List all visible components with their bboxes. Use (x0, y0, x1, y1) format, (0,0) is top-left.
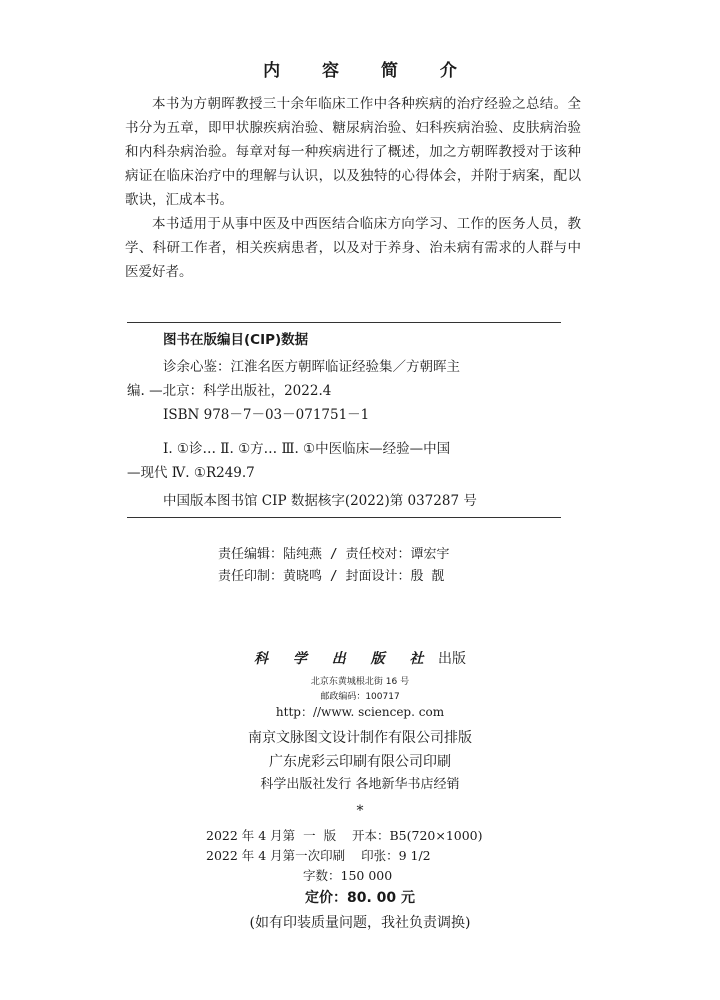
wordcount-line: 字数：150 000 (303, 868, 393, 883)
price: 定价：80. 00 元 (304, 890, 416, 906)
synopsis-paragraph-2: 本书适用于从事中医及中西医结合临床方向学习、工作的医务人员，教学、科研工作者，相关疾病患者，以及对于养身、治未病有需求的人群与中医爱好者。 (125, 216, 581, 280)
cip-record-number: 中国版本图书馆 CIP 数据核字(2022)第 037287 号 (163, 493, 477, 509)
cip-block (127, 322, 561, 518)
publisher-postcode: 邮政编码：100717 (320, 692, 400, 702)
page-title: 内 容 简 介 (263, 61, 475, 81)
cip-line-classification: —现代 Ⅳ. ①R249.7 (127, 465, 255, 481)
cip-heading: 图书在版编目(CIP)数据 (163, 332, 309, 348)
distributor: 科学出版社发行 各地新华书店经销 (260, 777, 460, 792)
cip-line-imprint: 编. —北京：科学出版社，2022.4 (127, 383, 332, 399)
cip-top-rule (127, 322, 561, 323)
credits-line-1: 责任编辑：陆纯燕 / 责任校对：谭宏宇 (218, 547, 450, 562)
printer: 广东虎彩云印刷有限公司印刷 (269, 754, 451, 770)
typesetter: 南京文脉图文设计制作有限公司排版 (248, 730, 472, 746)
editorial-credits (0, 544, 720, 588)
separator-asterisk: * (356, 803, 364, 819)
cip-line-subjects: Ⅰ. ①诊… Ⅱ. ①方… Ⅲ. ①中医临床—经验—中国 (163, 441, 451, 457)
publisher-logo-text: 科 学 出 版 社 (254, 651, 434, 667)
publisher-url[interactable]: http：//www. sciencep. com (275, 705, 445, 719)
credits-line-2: 责任印制：黄晓鸣 / 封面设计：殷 靓 (218, 569, 445, 584)
edition-line: 2022 年 4 月第 一 版 开本：B5(720×1000) (206, 828, 483, 843)
publisher-address: 北京东黄城根北街 16 号 (310, 677, 410, 687)
cip-line-isbn: ISBN 978－7－03－071751－1 (163, 407, 370, 423)
publisher-line (0, 648, 720, 668)
cip-bottom-rule (127, 517, 561, 518)
synopsis (125, 92, 581, 284)
cip-line-title: 诊余心鉴：江淮名医方朝晖临证经验集／方朝晖主 (163, 359, 460, 375)
publisher-suffix: 出版 (437, 651, 466, 667)
synopsis-paragraph-1: 本书为方朝晖教授三十余年临床工作中各种疾病的治疗经验之总结。全书分为五章，即甲状腺疾病治验、糖尿病治验、妇科疾病治验、皮肤病治验和内科杂病治验。每章对每一种疾病进行了概述，加之方朝晖教授对于该种病证在临床治疗中的理解与认识，以及独特的心得体会，并附于病案，配以歌诀，汇成本书。 (125, 96, 581, 208)
edition-specs (206, 826, 483, 886)
printing-line: 2022 年 4 月第一次印刷 印张：9 1/2 (206, 848, 431, 863)
quality-notice: (如有印装质量问题，我社负责调换) (249, 915, 471, 931)
cip-catalog-entry (127, 355, 561, 485)
